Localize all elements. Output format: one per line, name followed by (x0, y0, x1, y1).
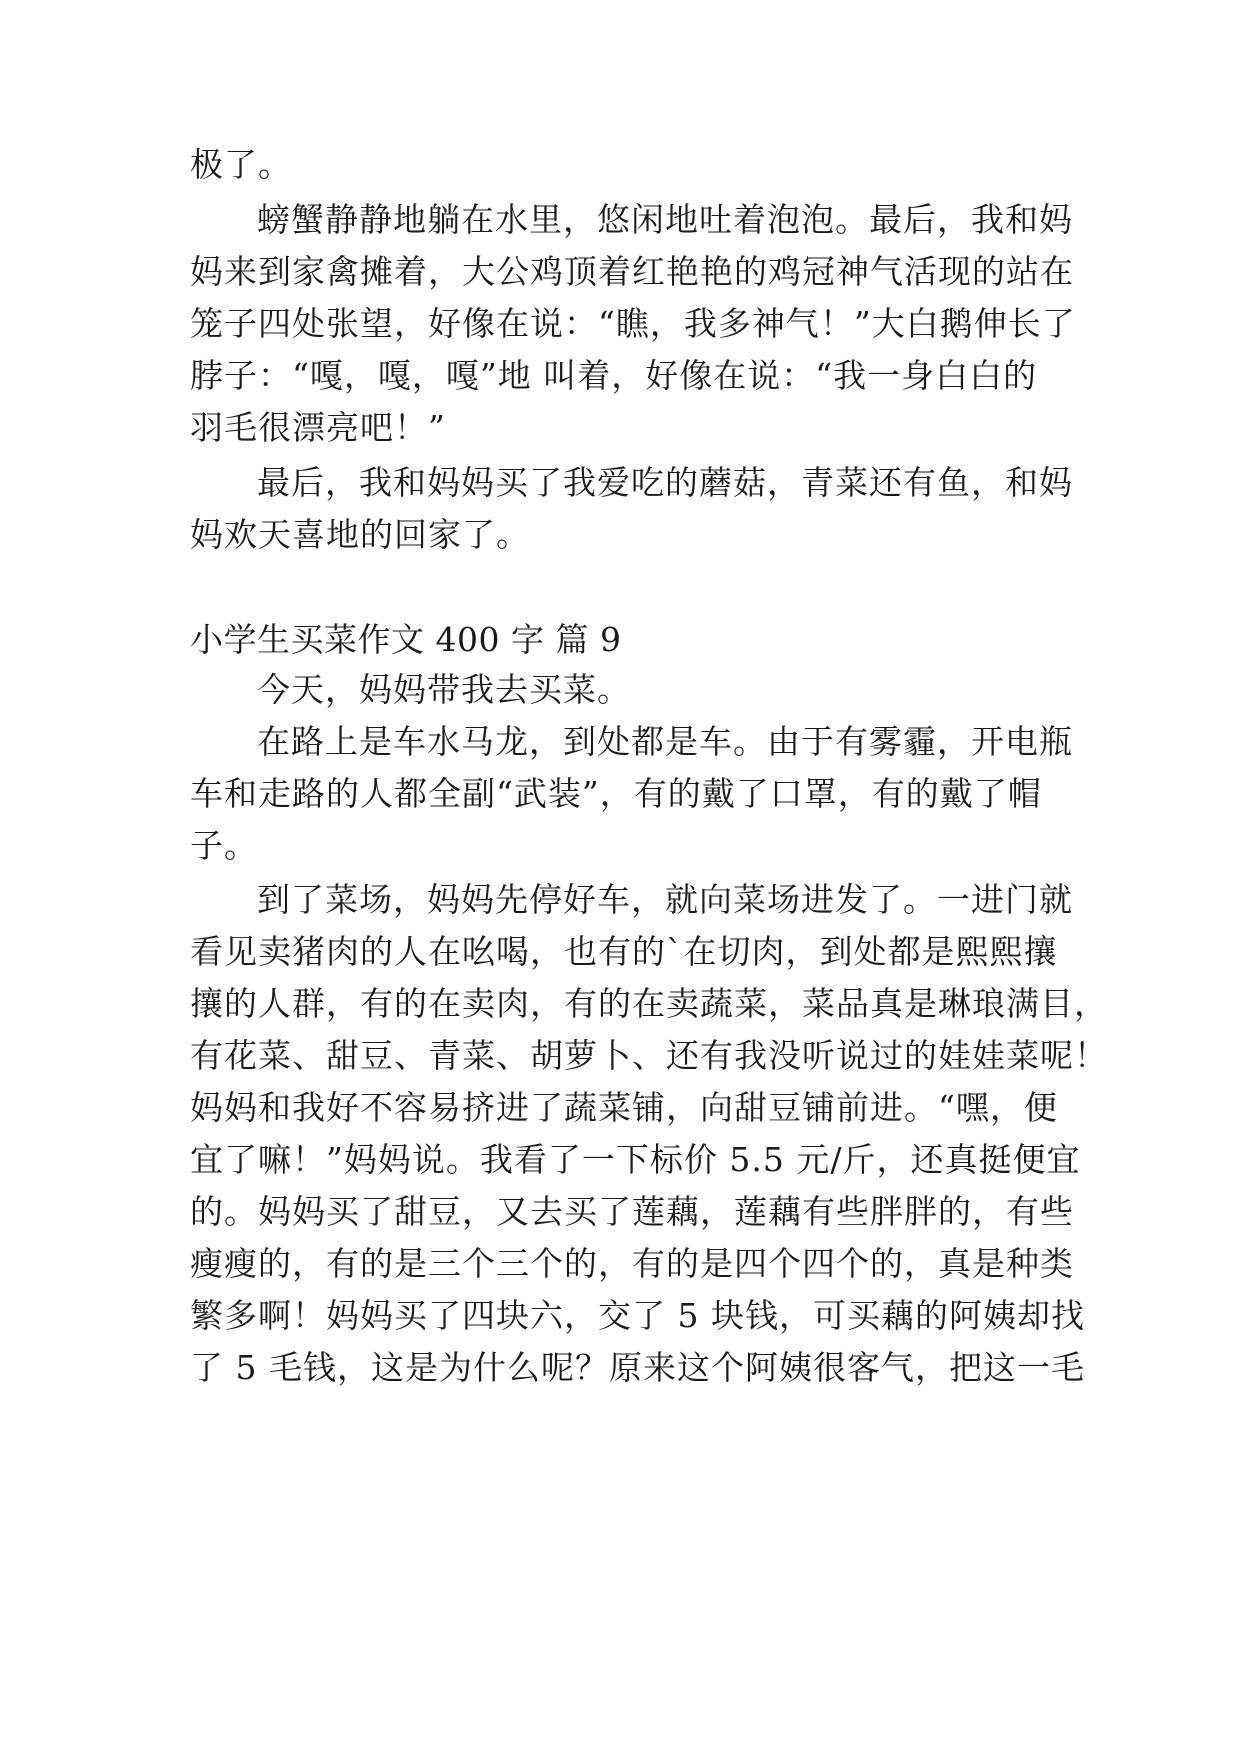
paragraph-line: 瘦瘦的，有的是三个三个的，有的是四个四个的，真是种类 (190, 1244, 1074, 1283)
paragraph-line: 今天，妈妈带我去买菜。 (257, 670, 631, 709)
paragraph-line: 子。 (190, 826, 258, 865)
paragraph-line: 有花菜、甜豆、青菜、胡萝卜、还有我没听说过的娃娃菜呢！ (190, 1036, 1108, 1075)
paragraph-line: 攘的人群，有的在卖肉，有的在卖蔬菜，菜品真是琳琅满目， (190, 984, 1108, 1023)
paragraph-line: 的。妈妈买了甜豆，又去买了莲藕，莲藕有些胖胖的，有些 (190, 1192, 1074, 1231)
article-heading: 小学生买菜作文 400 字 篇 9 (190, 620, 622, 659)
paragraph-line: 车和走路的人都全副“武装”，有的戴了口罩，有的戴了帽 (190, 774, 1042, 813)
paragraph-line: 最后，我和妈妈买了我爱吃的蘑菇，青菜还有鱼，和妈 (257, 463, 1073, 502)
paragraph-line: 螃蟹静静地躺在水里，悠闲地吐着泡泡。最后，我和妈 (257, 200, 1073, 239)
paragraph-line: 极了。 (190, 145, 292, 184)
paragraph-line: 繁多啊！妈妈买了四块六，交了 5 块钱，可买藕的阿姨却找 (190, 1296, 1085, 1335)
paragraph-line: 妈来到家禽摊着，大公鸡顶着红艳艳的鸡冠神气活现的站在 (190, 252, 1074, 291)
paragraph-line: 宜了嘛！”妈妈说。我看了一下标价 5.5 元/斤，还真挺便宜 (190, 1140, 1081, 1179)
paragraph-line: 笼子四处张望，好像在说：“瞧，我多神气！”大白鹅伸长了 (190, 304, 1076, 343)
paragraph-line: 到了菜场，妈妈先停好车，就向菜场进发了。一进门就 (257, 880, 1073, 919)
paragraph-line: 看见卖猪肉的人在吆喝，也有的`在切肉，到处都是熙熙攘 (190, 932, 1058, 971)
paragraph-line: 妈欢天喜地的回家了。 (190, 515, 530, 554)
paragraph-line: 脖子：“嘎，嘎，嘎”地 叫着，好像在说：“我一身白白的 (190, 356, 1038, 395)
paragraph-line: 在路上是车水马龙，到处都是车。由于有雾霾，开电瓶 (257, 722, 1073, 761)
paragraph-line: 羽毛很漂亮吧！” (190, 408, 446, 447)
paragraph-line: 了 5 毛钱，这是为什么呢？原来这个阿姨很客气，把这一毛 (190, 1348, 1085, 1387)
paragraph-line: 妈妈和我好不容易挤进了蔬菜铺，向甜豆铺前进。“嘿，便 (190, 1088, 1058, 1127)
